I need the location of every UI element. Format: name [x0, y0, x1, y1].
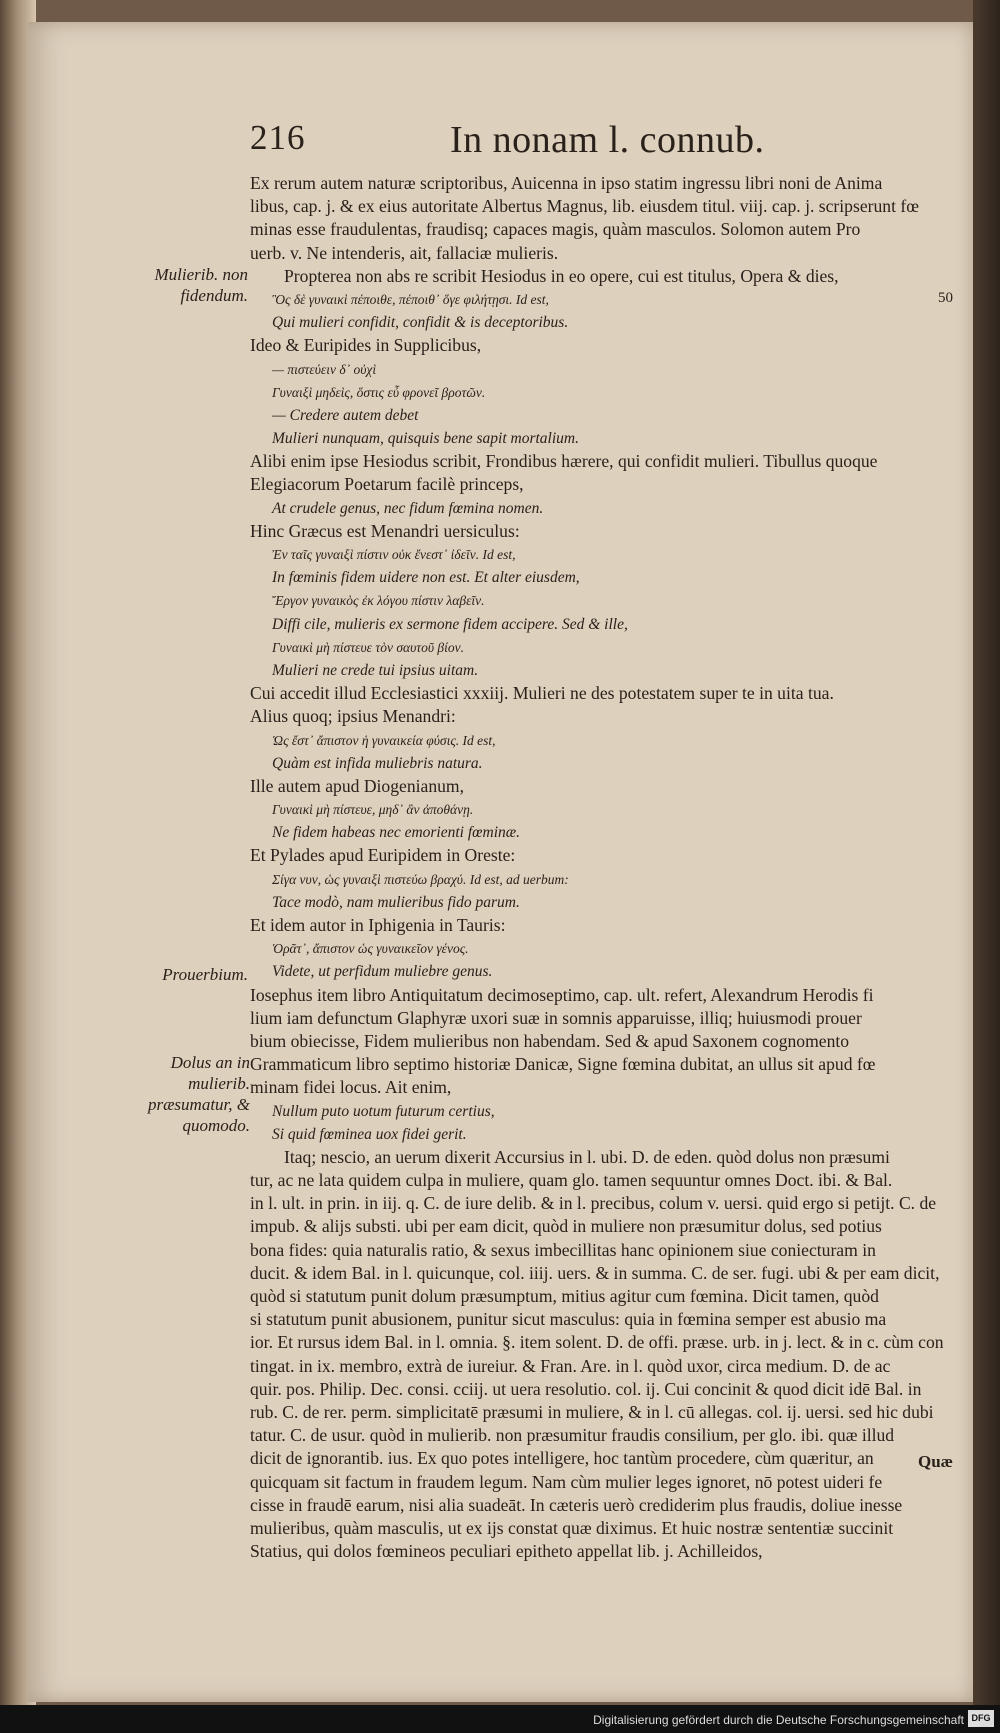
text-line: minam fidei locus. Ait enim, — [250, 1077, 452, 1098]
text-line: Alibi enim ipse Hesiodus scribit, Frondibus hærere, qui confidit mulieri. Tibullus quoque — [250, 451, 878, 472]
text-line: Alius quoq; ipsius Menandri: — [250, 706, 456, 727]
greek-line: Γυναικὶ μὴ πίστευε τὸν σαυτοῦ βίον. — [272, 639, 465, 655]
text-line: Ideo & Euripides in Supplicibus, — [250, 335, 482, 356]
page-number: 216 — [250, 118, 306, 157]
page-header — [250, 118, 810, 168]
text-line: mulieribus, quàm masculis, ut ex ijs constat quæ diximus. Et huic nostræ sententiæ succinit — [250, 1517, 894, 1538]
text-line: bona fides: quia naturalis ratio, & sexus imbecillitas hanc opinionem siue coniecturam in — [250, 1239, 876, 1260]
greek-line: Γυναιξὶ μηδεὶς, ὅστις εὖ φρονεῖ βροτῶν. — [272, 384, 486, 400]
text-line: Statius, qui dolos fœmineos peculiari epitheto appellat lib. j. Achilleidos, — [250, 1541, 763, 1562]
greek-line: Ἐν ταῖς γυναιξὶ πίστιν οὐκ ἔνεστ᾽ ἰδεῖν. Id est, — [272, 547, 516, 562]
text-line: minas esse fraudulentas, fraudisq; capaces magis, quàm masculos. Solomon autem Pro — [250, 219, 861, 240]
verse-line: Diffi cile, mulieris ex sermone fidem accipere. Sed & ille, — [272, 615, 628, 633]
text-line: Iosephus item libro Antiquitatum decimoseptimo, cap. ult. refert, Alexandrum Herodis fi — [250, 984, 874, 1005]
margin-note-prouerbium: Prouerbium. — [162, 965, 248, 984]
text-line: quir. pos. Philip. Dec. consi. cciij. ut uera resolutio. col. ij. Cui concinit & quod dicit idē Bal. in — [250, 1378, 922, 1399]
verse-line: Videte, ut perfidum muliebre genus. — [272, 963, 493, 981]
text-line: Grammaticum libro septimo historiæ Danicæ, Signe fœmina dubitat, an ullus sit apud fœ — [250, 1054, 876, 1075]
dfg-logo-icon: DFG — [968, 1710, 994, 1727]
text-line: uerb. v. Ne intenderis, ait, fallaciæ mulieris. — [250, 242, 559, 263]
greek-line: — πιστεύειν δ᾽ οὐχὶ — [272, 361, 377, 377]
text-line: tur, ac ne lata quidem culpa in muliere, quam glo. tamen sequuntur omnes Doct. ibi. & Bal. — [250, 1170, 893, 1191]
greek-line: Ὁρᾶτ᾽, ἄπιστον ὡς γυναικεῖον γένος. — [272, 941, 469, 957]
text-line: rub. C. de rer. perm. simplicitatē præsumi in muliere, & in l. cū allegas. col. ij. uersi. sed hic dubi — [250, 1401, 934, 1422]
text-line: Ille autem apud Diogenianum, — [250, 775, 464, 796]
text-line: Et idem autor in Iphigenia in Tauris: — [250, 915, 506, 935]
text-line: quicquam sit factum in fraudem legum. Nam cùm mulier leges ignoret, nō potest uideri fe — [250, 1471, 883, 1492]
footer-credit: Digitalisierung gefördert durch die Deutsche Forschungsgemeinschaft — [593, 1713, 964, 1727]
catchword: Quæ — [918, 1452, 953, 1471]
text-line: Hinc Græcus est Menandri uersiculus: — [250, 520, 520, 541]
line-number: 50 — [938, 290, 953, 306]
greek-line: Γυναικὶ μὴ πίστευε, μηδ᾽ ἂν ἀποθάνῃ. — [272, 802, 474, 818]
text-line: in l. ult. in prin. in iij. q. C. de iure delib. & in l. precibus, colum v. uersi. quid ergo si petijt. C. de — [250, 1193, 937, 1214]
text-line: tatur. C. de usur. quòd in mulierib. non præsumitur fraudis consilium, per glo. ibi. quæ illud — [250, 1425, 895, 1446]
greek-line: Σίγα νυν, ὡς γυναιξὶ πιστεύω βραχύ. Id est, ad uerbum: — [272, 871, 569, 887]
text-line: Ex rerum autem naturæ scriptoribus, Auicenna in ipso statim ingressu libri noni de Anima — [250, 173, 883, 193]
text-line: Cui accedit illud Ecclesiastici xxxiij. Mulieri ne des potestatem super te in uita tua. — [250, 683, 834, 704]
verse-line: In fœminis fidem uidere non est. Et alter eiusdem, — [272, 569, 580, 587]
verse-line: Tace modò, nam mulieribus fido parum. — [272, 893, 520, 911]
text-line: impub. & alijs substi. ubi per eam dicit, quòd in muliere non præsumitur dolus, sed potius — [250, 1216, 882, 1237]
text-line: quòd si statutum punit dolum præsumptum, mitius agitur cum fœmina. Dicit tamen, quòd — [250, 1286, 879, 1306]
scan-edge — [973, 0, 1000, 1733]
text-line: Et Pylades apud Euripidem in Oreste: — [250, 845, 516, 866]
greek-line: Ὃς δὲ γυναικὶ πέποιθε, πέποιθ᾽ ὅγε φιλήτῃσι. Id est, — [272, 291, 549, 307]
margin-note-mulierib: Mulierib. non fidendum. — [154, 265, 248, 305]
text-line: dicit de ignorantib. ius. Ex quo potes intelligere, hoc tantùm procedere, cùm quæritur, an — [250, 1448, 874, 1469]
text-line: lium iam defunctum Glaphyræ uxori suæ in somnis apparuisse, illiq; huiusmodi prouer — [250, 1007, 862, 1028]
text-line: Propterea non abs re scribit Hesiodus in eo opere, cui est titulus, Opera & dies, — [284, 265, 839, 286]
text-line: bium obiecisse, Fidem mulieribus non habendam. Sed & apud Saxonem cognomento — [250, 1030, 850, 1051]
verse-line: Mulieri nunquam, quisquis bene sapit mortalium. — [272, 430, 579, 448]
margin-note-dolus: Dolus an in mulierib. præsumatur, & quomodo. — [147, 1053, 250, 1135]
text-line: Elegiacorum Poetarum facilè princeps, — [250, 474, 524, 495]
verse-line: Qui mulieri confidit, confidit & is deceptoribus. — [272, 314, 569, 332]
text-line: ducit. & idem Bal. in l. quicunque, col. iiij. uers. & in summa. C. de ser. fugi. ubi & per eam dicit, — [250, 1262, 940, 1283]
verse-line: Si quid fœminea uox fidei gerit. — [272, 1125, 467, 1143]
body-text — [250, 172, 965, 1563]
footer-bar — [0, 1705, 1000, 1733]
text-line: libus, cap. j. & ex eius autoritate Albertus Magnus, lib. eiusdem titul. viij. cap. j. scripserunt fœ — [250, 196, 919, 217]
verse-line: Mulieri ne crede tui ipsius uitam. — [272, 661, 479, 679]
verse-line: Quàm est infida muliebris natura. — [272, 754, 483, 772]
text-line: Itaq; nescio, an uerum dixerit Accursius in l. ubi. D. de eden. quòd dolus non præsumi — [284, 1146, 890, 1167]
verse-line: — Credere autem debet — [272, 406, 419, 424]
verse-line: At crudele genus, nec fidum fœmina nomen. — [272, 499, 544, 517]
text-line: ior. Et rursus idem Bal. in l. omnia. §. item solent. D. de offi. præse. urb. in j. lect. & in c. cùm con — [250, 1332, 944, 1353]
greek-line: Ἔργον γυναικὸς ἐκ λόγου πίστιν λαβεῖν. — [272, 593, 485, 609]
text-line: tingat. in ix. membro, extrà de iureiur. & Fran. Are. in l. quòd uxor, circa medium. D. de ac — [250, 1355, 891, 1376]
text-line: si statutum punit abusionem, punitur sicut masculus: quia in fœmina semper est abusio ma — [250, 1309, 887, 1330]
verse-line: Nullum puto uotum futurum certius, — [272, 1102, 495, 1120]
running-title: In nonam l. connub. — [450, 119, 765, 161]
verse-line: Ne fidem habeas nec emorienti fœminæ. — [272, 824, 520, 842]
greek-line: Ὡς ἔστ᾽ ἄπιστον ἡ γυναικεία φύσις. Id est, — [272, 732, 496, 748]
text-line: cisse in fraudē earum, nisi alia suadeāt. In cæteris uerò crediderim plus fraudis, doliue inesse — [250, 1494, 903, 1515]
